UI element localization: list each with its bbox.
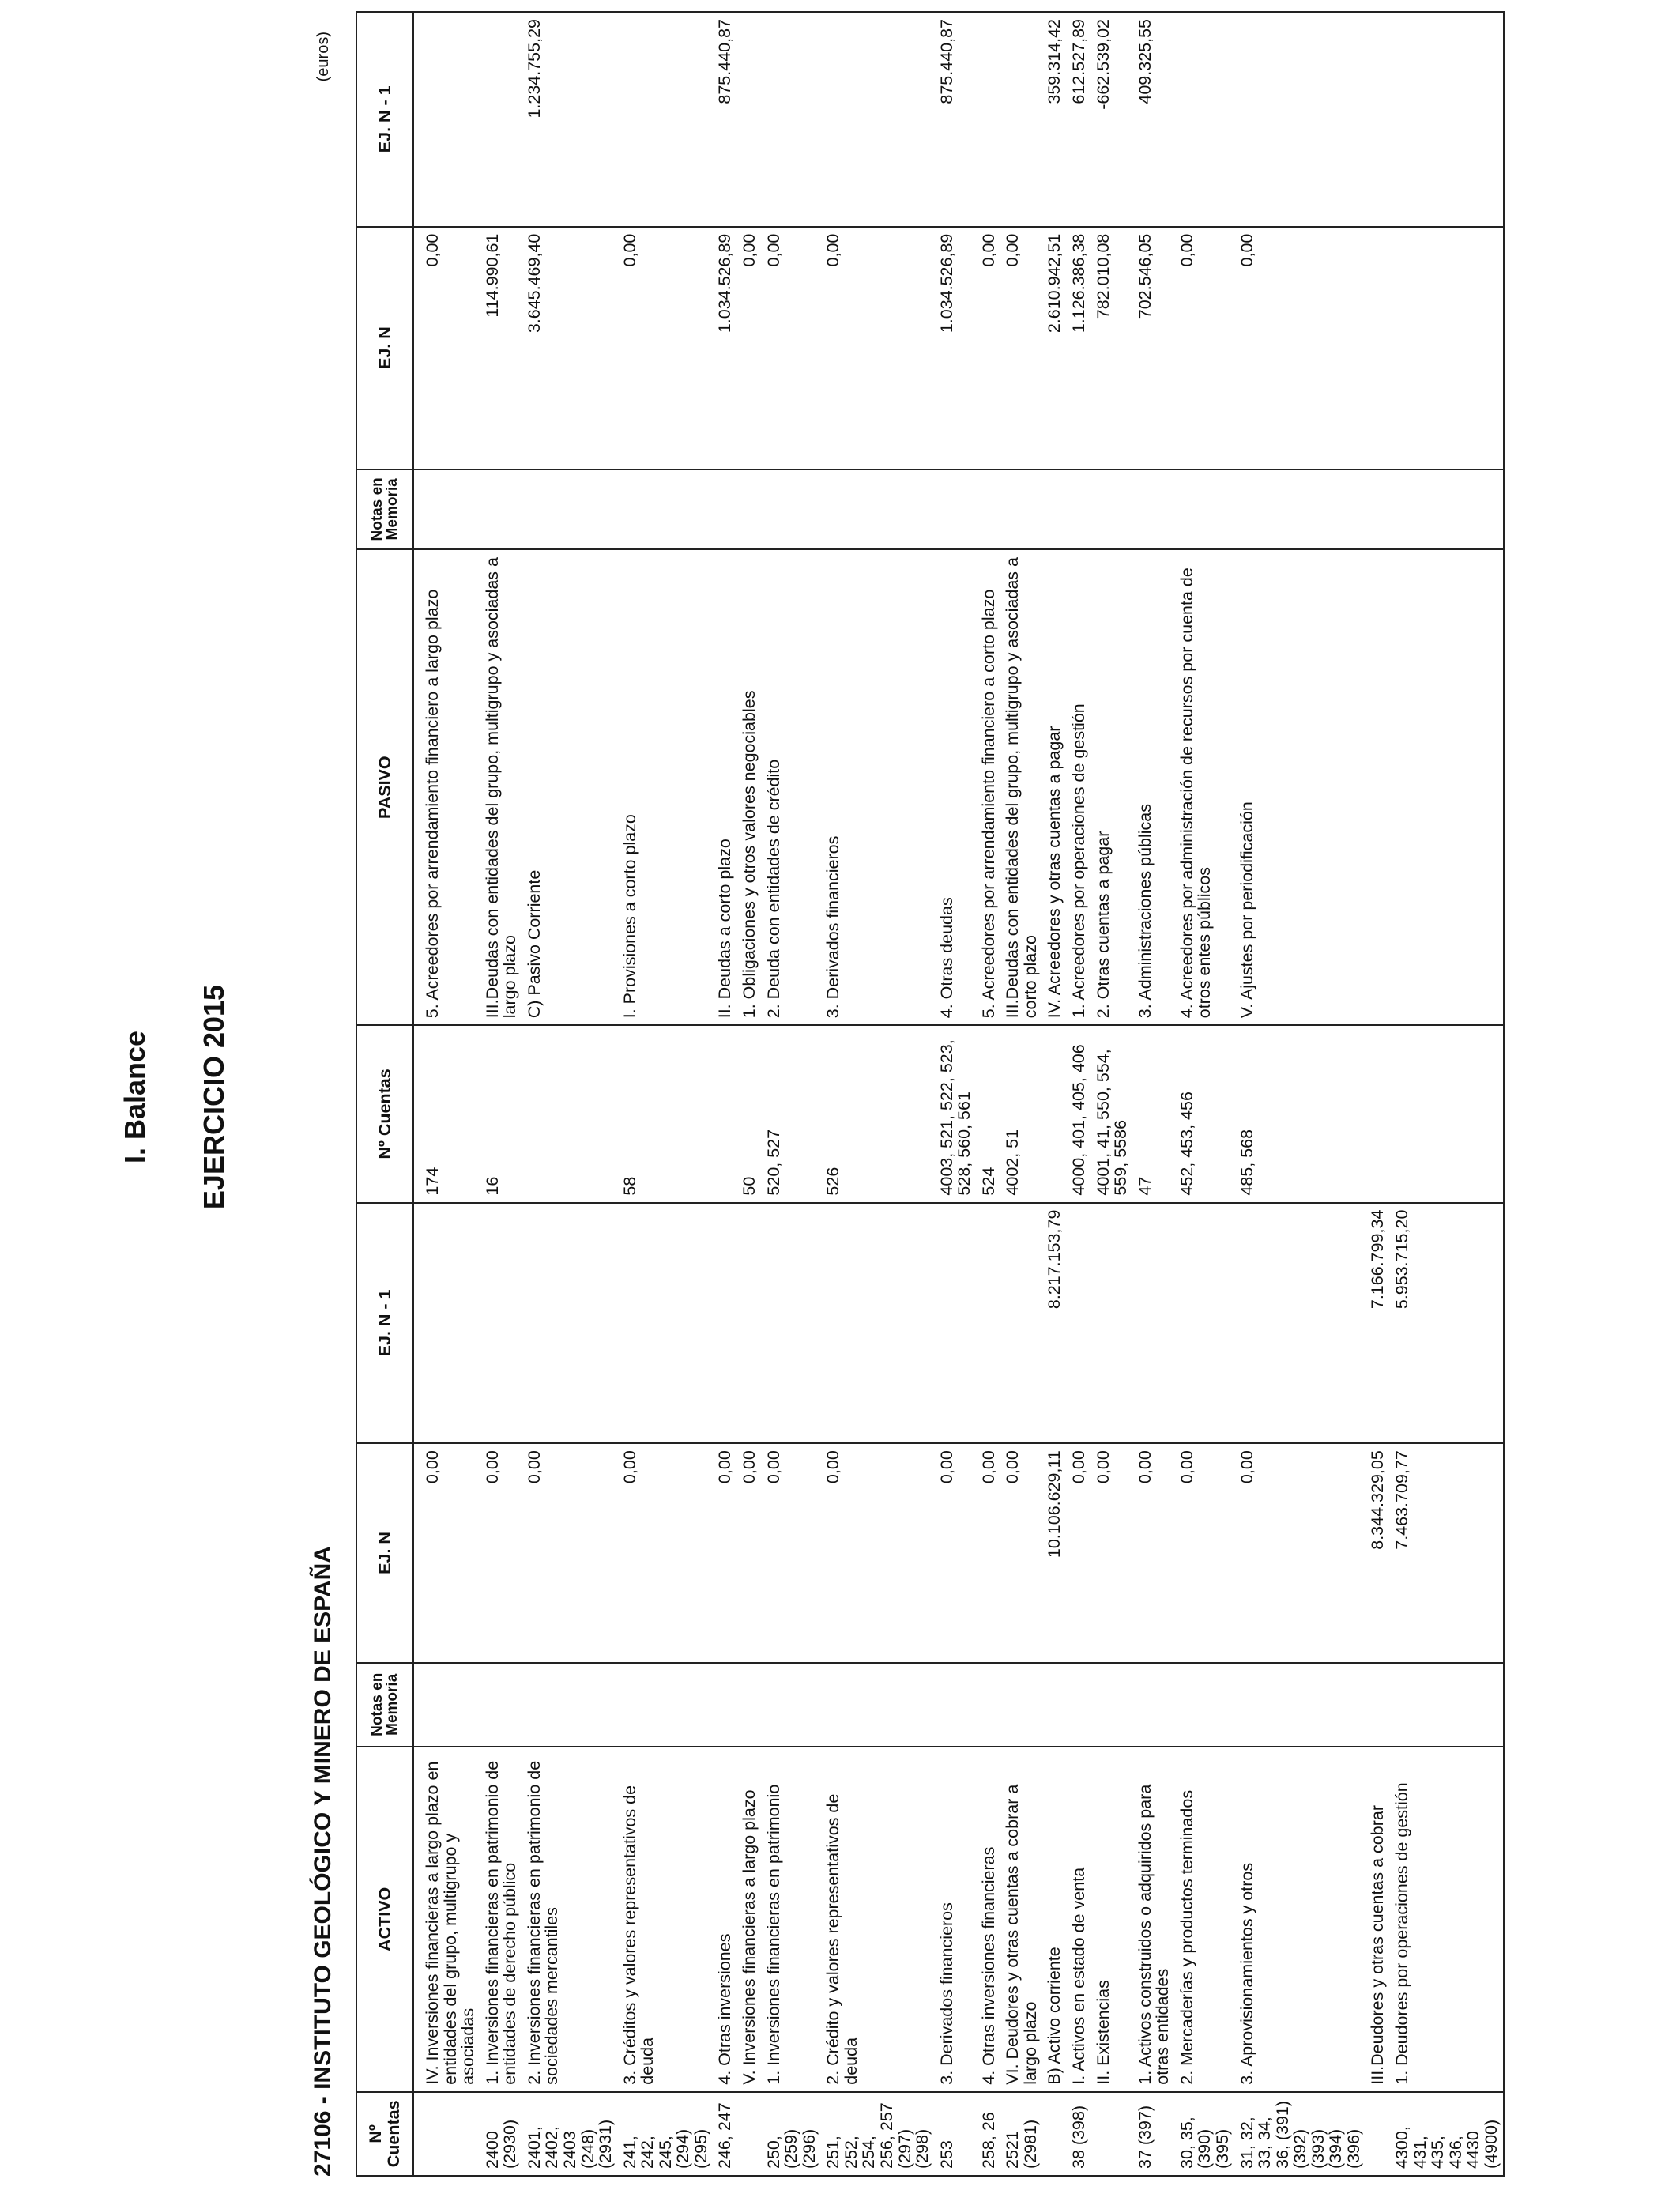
activo-ej-n1-cell (413, 1203, 480, 1444)
pasivo-notas-cell (413, 469, 480, 550)
pasivo-notas-cell (1175, 469, 1235, 550)
pasivo-cuentas-cell (713, 1025, 737, 1202)
activo-desc-cell: 2. Inversiones financieras en patrimonio de sociedades mercantiles (522, 1747, 618, 2092)
activo-cuentas-cell: 30, 35, (390) (395) (1175, 2092, 1235, 2176)
activo-ej-n-cell: 0,00 (737, 1443, 762, 1662)
pasivo-ej-n1-cell (1365, 12, 1390, 227)
header-ej-n-pasivo: EJ. N (356, 227, 413, 469)
activo-ej-n1-cell (1000, 1203, 1042, 1444)
activo-desc-cell: 2. Mercaderías y productos terminados (1175, 1747, 1235, 2092)
activo-desc-cell: VI. Deudores y otras cuentas a cobrar a largo plazo (1000, 1747, 1042, 2092)
pasivo-desc-cell: 5. Acreedores por arrendamiento financiero a corto plazo (977, 549, 1001, 1025)
header-cuentas: Nº Cuentas (356, 2092, 413, 2176)
pasivo-cuentas-cell: 47 (1133, 1025, 1175, 1202)
pasivo-notas-cell (1365, 469, 1390, 550)
table-row (1365, 12, 1390, 2176)
activo-ej-n-cell: 0,00 (1091, 1443, 1133, 1662)
activo-notas-cell (618, 1663, 714, 1747)
table-row (1042, 12, 1067, 2176)
currency-unit: (euros) (315, 32, 332, 82)
activo-ej-n-cell: 8.344.329,05 (1365, 1443, 1390, 1662)
pasivo-cuentas-cell: 4000, 401, 405, 406 (1067, 1025, 1091, 1202)
activo-ej-n-cell: 0,00 (977, 1443, 1001, 1662)
activo-ej-n-cell: 0,00 (935, 1443, 977, 1662)
activo-desc-cell: 1. Activos construidos o adquiridos para otras entidades (1133, 1747, 1175, 2092)
pasivo-ej-n1-cell (762, 12, 822, 227)
activo-desc-cell: V. Inversiones financieras a largo plazo (737, 1747, 762, 2092)
activo-ej-n1-cell (1067, 1203, 1091, 1444)
pasivo-ej-n-cell: 0,00 (821, 227, 934, 469)
pasivo-notas-cell (977, 469, 1001, 550)
pasivo-desc-cell: 1. Acreedores por operaciones de gestión (1067, 549, 1091, 1025)
header-notas-pasivo: Notas en Memoria (356, 469, 413, 550)
header-notas: Notas en Memoria (356, 1663, 413, 1747)
pasivo-desc-cell: III.Deudas con entidades del grupo, multigrupo y asociadas a corto plazo (1000, 549, 1042, 1025)
activo-desc-cell: 3. Aprovisionamientos y otros (1235, 1747, 1366, 2092)
activo-ej-n1-cell (480, 1203, 522, 1444)
pasivo-cuentas-cell: 4003, 521, 522, 523, 528, 560, 561 (935, 1025, 977, 1202)
table-row (1235, 12, 1366, 2176)
pasivo-notas-cell (737, 469, 762, 550)
activo-notas-cell (1175, 1663, 1235, 1747)
activo-ej-n1-cell: 7.166.799,34 (1365, 1203, 1390, 1444)
pasivo-cuentas-cell (1042, 1025, 1067, 1202)
activo-desc-cell: 1. Deudores por operaciones de gestión (1390, 1747, 1504, 2092)
pasivo-ej-n-cell: 0,00 (413, 227, 480, 469)
pasivo-cuentas-cell: 452, 453, 456 (1175, 1025, 1235, 1202)
pasivo-ej-n1-cell: 875.440,87 (713, 12, 737, 227)
pasivo-ej-n1-cell (1235, 12, 1366, 227)
pasivo-ej-n-cell: 0,00 (1000, 227, 1042, 469)
table-row (480, 12, 522, 2176)
pasivo-ej-n-cell: 3.645.469,40 (522, 227, 618, 469)
pasivo-desc-cell (1365, 549, 1390, 1025)
table-row (618, 12, 714, 2176)
pasivo-cuentas-cell: 520, 527 (762, 1025, 822, 1202)
activo-ej-n1-cell (1235, 1203, 1366, 1444)
pasivo-ej-n1-cell (413, 12, 480, 227)
pasivo-cuentas-cell (1390, 1025, 1504, 1202)
pasivo-notas-cell (618, 469, 714, 550)
activo-ej-n-cell: 0,00 (1133, 1443, 1175, 1662)
balance-table (356, 11, 1505, 2177)
pasivo-desc-cell: 1. Obligaciones y otros valores negociables (737, 549, 762, 1025)
activo-cuentas-cell: 2521 (2981) (1000, 2092, 1042, 2176)
pasivo-cuentas-cell: 16 (480, 1025, 522, 1202)
page-title: I. Balance (119, 1030, 151, 1164)
activo-ej-n-cell: 0,00 (1000, 1443, 1042, 1662)
activo-desc-cell: IV. Inversiones financieras a largo plazo en entidades del grupo, multigrupo y asociadas (413, 1747, 480, 2092)
activo-ej-n1-cell (522, 1203, 618, 1444)
activo-notas-cell (480, 1663, 522, 1747)
pasivo-ej-n1-cell: 875.440,87 (935, 12, 977, 227)
pasivo-ej-n-cell: 1.126.386,38 (1067, 227, 1091, 469)
pasivo-cuentas-cell (1365, 1025, 1390, 1202)
activo-cuentas-cell: 38 (398) (1067, 2092, 1091, 2176)
activo-cuentas-cell: 31, 32, 33, 34, 36, (391) (392) (393) (394) (396) (1235, 2092, 1366, 2176)
table-row (737, 12, 762, 2176)
balance-body (413, 12, 1504, 2176)
pasivo-ej-n-cell: 0,00 (618, 227, 714, 469)
pasivo-desc-cell: 4. Otras deudas (935, 549, 977, 1025)
pasivo-ej-n1-cell: 1.234.755,29 (522, 12, 618, 227)
header-row (356, 12, 413, 2176)
activo-ej-n1-cell (1133, 1203, 1175, 1444)
pasivo-desc-cell: IV. Acreedores y otras cuentas a pagar (1042, 549, 1067, 1025)
activo-ej-n-cell: 0,00 (1067, 1443, 1091, 1662)
pasivo-desc-cell: I. Provisiones a corto plazo (618, 549, 714, 1025)
activo-desc-cell: III.Deudores y otras cuentas a cobrar (1365, 1747, 1390, 2092)
pasivo-ej-n-cell (1390, 227, 1504, 469)
header-ej-n: EJ. N (356, 1443, 413, 1662)
activo-notas-cell (1000, 1663, 1042, 1747)
activo-ej-n-cell: 7.463.709,77 (1390, 1443, 1504, 1662)
pasivo-notas-cell (1000, 469, 1042, 550)
pasivo-notas-cell (1067, 469, 1091, 550)
table-row (522, 12, 618, 2176)
pasivo-cuentas-cell: 485, 568 (1235, 1025, 1366, 1202)
pasivo-cuentas-cell: 4001, 41, 550, 554, 559, 5586 (1091, 1025, 1133, 1202)
activo-cuentas-cell: 2401, 2402, 2403 (248) (2931) (522, 2092, 618, 2176)
pasivo-ej-n-cell: 0,00 (737, 227, 762, 469)
pasivo-ej-n-cell (1365, 227, 1390, 469)
pasivo-notas-cell (1042, 469, 1067, 550)
activo-ej-n-cell: 0,00 (1235, 1443, 1366, 1662)
activo-cuentas-cell (1091, 2092, 1133, 2176)
header-cuentas-pasivo: Nº Cuentas (356, 1025, 413, 1202)
activo-cuentas-cell: 253 (935, 2092, 977, 2176)
activo-desc-cell: 3. Derivados financieros (935, 1747, 977, 2092)
activo-cuentas-cell (1042, 2092, 1067, 2176)
activo-ej-n1-cell (618, 1203, 714, 1444)
page-subtitle: EJERCICIO 2015 (198, 984, 230, 1210)
pasivo-ej-n-cell: 0,00 (762, 227, 822, 469)
activo-notas-cell (1133, 1663, 1175, 1747)
activo-ej-n-cell: 0,00 (480, 1443, 522, 1662)
pasivo-desc-cell: C) Pasivo Corriente (522, 549, 618, 1025)
entity-name: 27106 - INSTITUTO GEOLÓGICO Y MINERO DE ESPAÑA (310, 1546, 336, 2177)
activo-ej-n-cell: 0,00 (713, 1443, 737, 1662)
activo-ej-n1-cell: 8.217.153,79 (1042, 1203, 1067, 1444)
pasivo-cuentas-cell: 58 (618, 1025, 714, 1202)
activo-ej-n1-cell (762, 1203, 822, 1444)
pasivo-desc-cell: II. Deudas a corto plazo (713, 549, 737, 1025)
pasivo-ej-n1-cell: 359.314,42 (1042, 12, 1067, 227)
pasivo-ej-n1-cell (1390, 12, 1504, 227)
pasivo-notas-cell (1235, 469, 1366, 550)
pasivo-ej-n1-cell (821, 12, 934, 227)
pasivo-ej-n-cell: 0,00 (1175, 227, 1235, 469)
activo-cuentas-cell (1365, 2092, 1390, 2176)
table-row (413, 12, 480, 2176)
pasivo-cuentas-cell (522, 1025, 618, 1202)
table-row (1133, 12, 1175, 2176)
pasivo-ej-n1-cell: 409.325,55 (1133, 12, 1175, 227)
table-row (821, 12, 934, 2176)
pasivo-notas-cell (522, 469, 618, 550)
activo-notas-cell (413, 1663, 480, 1747)
pasivo-ej-n1-cell (480, 12, 522, 227)
activo-cuentas-cell: 241, 242, 245, (294) (295) (618, 2092, 714, 2176)
activo-notas-cell (1091, 1663, 1133, 1747)
pasivo-ej-n1-cell (618, 12, 714, 227)
activo-desc-cell: 1. Inversiones financieras en patrimonio (762, 1747, 822, 2092)
header-ej-n1: EJ. N - 1 (356, 1203, 413, 1444)
activo-ej-n-cell: 0,00 (821, 1443, 934, 1662)
activo-desc-cell: 1. Inversiones financieras en patrimonio de entidades de derecho público (480, 1747, 522, 2092)
activo-desc-cell: 4. Otras inversiones financieras (977, 1747, 1001, 2092)
activo-cuentas-cell: 258, 26 (977, 2092, 1001, 2176)
pasivo-ej-n1-cell (977, 12, 1001, 227)
pasivo-notas-cell (1390, 469, 1504, 550)
activo-notas-cell (737, 1663, 762, 1747)
activo-notas-cell (1235, 1663, 1366, 1747)
activo-notas-cell (1365, 1663, 1390, 1747)
pasivo-notas-cell (1091, 469, 1133, 550)
pasivo-ej-n1-cell: -662.539,02 (1091, 12, 1133, 227)
activo-cuentas-cell: 246, 247 (713, 2092, 737, 2176)
pasivo-desc-cell: 2. Deuda con entidades de crédito (762, 549, 822, 1025)
table-row (762, 12, 822, 2176)
activo-ej-n-cell: 10.106.629,11 (1042, 1443, 1067, 1662)
activo-cuentas-cell: 251, 252, 254, 256, 257 (297) (298) (821, 2092, 934, 2176)
activo-notas-cell (935, 1663, 977, 1747)
table-row (1175, 12, 1235, 2176)
table-row (1091, 12, 1133, 2176)
pasivo-ej-n-cell: 0,00 (1235, 227, 1366, 469)
activo-ej-n-cell: 0,00 (522, 1443, 618, 1662)
pasivo-ej-n1-cell (1175, 12, 1235, 227)
activo-notas-cell (977, 1663, 1001, 1747)
pasivo-ej-n-cell: 702.546,05 (1133, 227, 1175, 469)
pasivo-notas-cell (762, 469, 822, 550)
pasivo-ej-n1-cell (737, 12, 762, 227)
activo-cuentas-cell: 4300, 431, 435, 436, 4430 (4900) (1390, 2092, 1504, 2176)
activo-cuentas-cell (737, 2092, 762, 2176)
activo-cuentas-cell: 250, (259) (296) (762, 2092, 822, 2176)
activo-ej-n1-cell (935, 1203, 977, 1444)
header-activo: ACTIVO (356, 1747, 413, 2092)
header-ej-n1-pasivo: EJ. N - 1 (356, 12, 413, 227)
activo-ej-n1-cell (1091, 1203, 1133, 1444)
activo-desc-cell: 2. Crédito y valores representativos de deuda (821, 1747, 934, 2092)
pasivo-cuentas-cell: 4002, 51 (1000, 1025, 1042, 1202)
pasivo-ej-n-cell: 2.610.942,51 (1042, 227, 1067, 469)
activo-cuentas-cell: 2400 (2930) (480, 2092, 522, 2176)
activo-desc-cell: I. Activos en estado de venta (1067, 1747, 1091, 2092)
activo-cuentas-cell: 37 (397) (1133, 2092, 1175, 2176)
pasivo-notas-cell (821, 469, 934, 550)
pasivo-ej-n1-cell (1000, 12, 1042, 227)
pasivo-ej-n-cell: 782.010,08 (1091, 227, 1133, 469)
activo-desc-cell: 3. Créditos y valores representativos de deuda (618, 1747, 714, 2092)
activo-ej-n1-cell (1175, 1203, 1235, 1444)
table-row (977, 12, 1001, 2176)
activo-ej-n1-cell (821, 1203, 934, 1444)
activo-notas-cell (713, 1663, 737, 1747)
activo-notas-cell (522, 1663, 618, 1747)
pasivo-notas-cell (713, 469, 737, 550)
table-row (1390, 12, 1504, 2176)
pasivo-desc-cell: 3. Derivados financieros (821, 549, 934, 1025)
activo-notas-cell (1042, 1663, 1067, 1747)
activo-notas-cell (762, 1663, 822, 1747)
pasivo-desc-cell: III.Deudas con entidades del grupo, multigrupo y asociadas a largo plazo (480, 549, 522, 1025)
pasivo-notas-cell (1133, 469, 1175, 550)
activo-notas-cell (821, 1663, 934, 1747)
pasivo-desc-cell: 4. Acreedores por administración de recursos por cuenta de otros entes públicos (1175, 549, 1235, 1025)
activo-ej-n-cell: 0,00 (1175, 1443, 1235, 1662)
header-pasivo: PASIVO (356, 549, 413, 1025)
pasivo-cuentas-cell: 526 (821, 1025, 934, 1202)
activo-desc-cell: II. Existencias (1091, 1747, 1133, 2092)
activo-ej-n-cell: 0,00 (413, 1443, 480, 1662)
pasivo-notas-cell (935, 469, 977, 550)
pasivo-desc-cell (1390, 549, 1504, 1025)
table-row (1000, 12, 1042, 2176)
activo-cuentas-cell (413, 2092, 480, 2176)
table-row (1067, 12, 1091, 2176)
activo-notas-cell (1067, 1663, 1091, 1747)
activo-ej-n1-cell (977, 1203, 1001, 1444)
pasivo-cuentas-cell: 50 (737, 1025, 762, 1202)
pasivo-ej-n1-cell: 612.527,89 (1067, 12, 1091, 227)
pasivo-notas-cell (480, 469, 522, 550)
activo-desc-cell: 4. Otras inversiones (713, 1747, 737, 2092)
activo-desc-cell: B) Activo corriente (1042, 1747, 1067, 2092)
pasivo-cuentas-cell: 524 (977, 1025, 1001, 1202)
activo-ej-n1-cell (713, 1203, 737, 1444)
pasivo-desc-cell: V. Ajustes por periodificación (1235, 549, 1366, 1025)
pasivo-cuentas-cell: 174 (413, 1025, 480, 1202)
pasivo-ej-n-cell: 114.990,61 (480, 227, 522, 469)
pasivo-ej-n-cell: 1.034.526,89 (713, 227, 737, 469)
table-row (935, 12, 977, 2176)
pasivo-desc-cell: 5. Acreedores por arrendamiento financiero a largo plazo (413, 549, 480, 1025)
activo-ej-n-cell: 0,00 (618, 1443, 714, 1662)
pasivo-ej-n-cell: 0,00 (977, 227, 1001, 469)
pasivo-desc-cell: 3. Administraciones públicas (1133, 549, 1175, 1025)
activo-ej-n1-cell: 5.953.715,20 (1390, 1203, 1504, 1444)
activo-ej-n-cell: 0,00 (762, 1443, 822, 1662)
activo-notas-cell (1390, 1663, 1504, 1747)
pasivo-desc-cell: 2. Otras cuentas a pagar (1091, 549, 1133, 1025)
table-row (713, 12, 737, 2176)
activo-ej-n1-cell (737, 1203, 762, 1444)
pasivo-ej-n-cell: 1.034.526,89 (935, 227, 977, 469)
